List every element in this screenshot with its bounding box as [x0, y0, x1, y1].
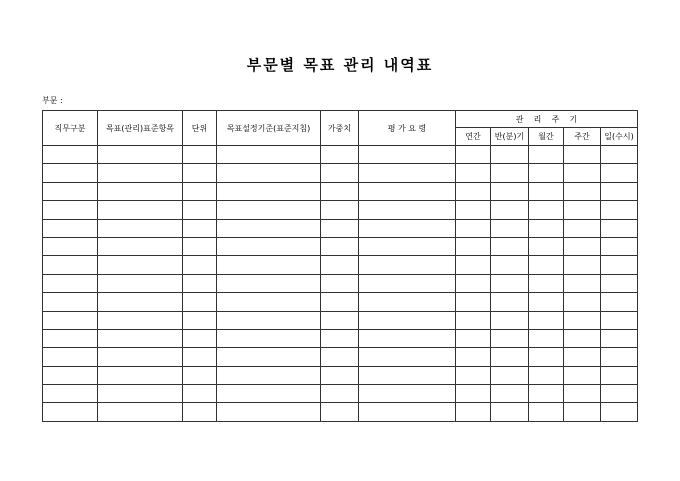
table-cell[interactable]	[359, 146, 456, 164]
table-cell[interactable]	[43, 164, 98, 182]
table-cell[interactable]	[98, 164, 183, 182]
table-cell[interactable]	[183, 274, 217, 292]
header-item: 목표(관리)표준항목	[98, 111, 183, 146]
table-cell[interactable]	[491, 182, 529, 200]
table-cell[interactable]	[601, 403, 638, 421]
table-cell[interactable]	[456, 311, 491, 329]
table-cell[interactable]	[183, 219, 217, 237]
table-cell[interactable]	[359, 219, 456, 237]
table-cell[interactable]	[564, 164, 601, 182]
table-cell[interactable]	[43, 348, 98, 366]
table-cell[interactable]	[529, 329, 564, 347]
table-cell[interactable]	[43, 274, 98, 292]
table-cell[interactable]	[217, 201, 321, 219]
table-cell[interactable]	[601, 329, 638, 347]
table-cell[interactable]	[217, 274, 321, 292]
table-cell[interactable]	[491, 403, 529, 421]
table-cell[interactable]	[456, 237, 491, 255]
table-cell[interactable]	[183, 201, 217, 219]
table-cell[interactable]	[43, 329, 98, 347]
table-cell[interactable]	[98, 201, 183, 219]
table-cell[interactable]	[43, 403, 98, 421]
header-cycle: 관 리 주 기	[456, 111, 638, 128]
table-cell[interactable]	[564, 385, 601, 403]
table-cell[interactable]	[217, 219, 321, 237]
table-cell[interactable]	[183, 293, 217, 311]
table-cell[interactable]	[98, 293, 183, 311]
table-cell[interactable]	[564, 274, 601, 292]
table-cell[interactable]	[491, 274, 529, 292]
table-cell[interactable]	[564, 348, 601, 366]
table-cell[interactable]	[491, 256, 529, 274]
subheader-weekly: 주간	[564, 128, 601, 146]
table-cell[interactable]	[359, 201, 456, 219]
table-cell[interactable]	[601, 237, 638, 255]
table-row	[43, 311, 638, 329]
table-cell[interactable]	[529, 385, 564, 403]
table-cell[interactable]	[183, 237, 217, 255]
table-cell[interactable]	[529, 201, 564, 219]
table-cell[interactable]	[217, 164, 321, 182]
subheader-monthly: 월간	[529, 128, 564, 146]
subheader-daily: 일(수시)	[601, 128, 638, 146]
table-cell[interactable]	[43, 182, 98, 200]
table-cell[interactable]	[321, 403, 359, 421]
table-cell[interactable]	[321, 201, 359, 219]
table-cell[interactable]	[601, 146, 638, 164]
table-cell[interactable]	[491, 311, 529, 329]
table-cell[interactable]	[564, 219, 601, 237]
table-row	[43, 201, 638, 219]
table-cell[interactable]	[98, 311, 183, 329]
table-cell[interactable]	[491, 293, 529, 311]
table-cell[interactable]	[491, 164, 529, 182]
table-row	[43, 182, 638, 200]
table-cell[interactable]	[359, 385, 456, 403]
table-cell[interactable]	[529, 366, 564, 384]
goal-management-table	[42, 110, 638, 422]
table-cell[interactable]	[98, 348, 183, 366]
subheader-half-quarter: 반(분)기	[491, 128, 529, 146]
header-weight: 가중치	[321, 111, 359, 146]
table-cell[interactable]	[43, 219, 98, 237]
table-body	[43, 146, 638, 422]
table-cell[interactable]	[529, 146, 564, 164]
table-cell[interactable]	[321, 311, 359, 329]
table-cell[interactable]	[529, 348, 564, 366]
table-cell[interactable]	[491, 201, 529, 219]
subheader-annual: 연간	[456, 128, 491, 146]
table-row	[43, 366, 638, 384]
table-cell[interactable]	[359, 256, 456, 274]
table-cell[interactable]	[564, 182, 601, 200]
department-label: 부문 :	[42, 96, 63, 105]
table-row	[43, 237, 638, 255]
table-cell[interactable]	[321, 385, 359, 403]
table-cell[interactable]	[217, 366, 321, 384]
table-cell[interactable]	[456, 329, 491, 347]
header-evaluation: 평 가 요 령	[359, 111, 456, 146]
table-cell[interactable]	[183, 311, 217, 329]
table-cell[interactable]	[456, 385, 491, 403]
table-cell[interactable]	[98, 366, 183, 384]
table-cell[interactable]	[564, 403, 601, 421]
table-cell[interactable]	[43, 201, 98, 219]
table-cell[interactable]	[321, 293, 359, 311]
table-cell[interactable]	[183, 403, 217, 421]
table-cell[interactable]	[601, 311, 638, 329]
table-cell[interactable]	[217, 311, 321, 329]
table-cell[interactable]	[359, 348, 456, 366]
table-row	[43, 403, 638, 421]
table-cell[interactable]	[321, 164, 359, 182]
table-cell[interactable]	[456, 274, 491, 292]
table-cell[interactable]	[491, 366, 529, 384]
table-cell[interactable]	[529, 293, 564, 311]
table-cell[interactable]	[98, 256, 183, 274]
table-cell[interactable]	[529, 182, 564, 200]
table-cell[interactable]	[98, 403, 183, 421]
table-cell[interactable]	[43, 311, 98, 329]
table-cell[interactable]	[601, 164, 638, 182]
table-cell[interactable]	[529, 164, 564, 182]
table-cell[interactable]	[359, 311, 456, 329]
table-cell[interactable]	[43, 256, 98, 274]
table-cell[interactable]	[456, 256, 491, 274]
table-cell[interactable]	[359, 293, 456, 311]
table-cell[interactable]	[98, 237, 183, 255]
table-cell[interactable]	[183, 348, 217, 366]
table-cell[interactable]	[321, 329, 359, 347]
table-cell[interactable]	[183, 182, 217, 200]
table-cell[interactable]	[217, 385, 321, 403]
table-cell[interactable]	[321, 256, 359, 274]
table-cell[interactable]	[601, 219, 638, 237]
table-row	[43, 385, 638, 403]
table-cell[interactable]	[359, 274, 456, 292]
table-cell[interactable]	[43, 146, 98, 164]
table-cell[interactable]	[183, 329, 217, 347]
table-cell[interactable]	[359, 237, 456, 255]
table-cell[interactable]	[564, 237, 601, 255]
table-cell[interactable]	[529, 219, 564, 237]
table-cell[interactable]	[321, 348, 359, 366]
table-cell[interactable]	[321, 237, 359, 255]
table-cell[interactable]	[529, 237, 564, 255]
table-cell[interactable]	[183, 366, 217, 384]
table-cell[interactable]	[321, 366, 359, 384]
table-cell[interactable]	[359, 366, 456, 384]
table-cell[interactable]	[43, 385, 98, 403]
table-cell[interactable]	[491, 146, 529, 164]
table-cell[interactable]	[601, 385, 638, 403]
table-cell[interactable]	[98, 146, 183, 164]
table-cell[interactable]	[456, 182, 491, 200]
table-cell[interactable]	[456, 164, 491, 182]
table-cell[interactable]	[98, 385, 183, 403]
table-cell[interactable]	[183, 385, 217, 403]
table-cell[interactable]	[43, 366, 98, 384]
table-cell[interactable]	[456, 348, 491, 366]
table-cell[interactable]	[217, 237, 321, 255]
table-cell[interactable]	[491, 385, 529, 403]
table-cell[interactable]	[359, 403, 456, 421]
table-row	[43, 146, 638, 164]
table-cell[interactable]	[601, 366, 638, 384]
table-cell[interactable]	[456, 219, 491, 237]
table-cell[interactable]	[491, 329, 529, 347]
table-cell[interactable]	[564, 366, 601, 384]
document-title: 부문별 목표 관리 내역표	[246, 56, 434, 74]
table-cell[interactable]	[217, 182, 321, 200]
table-cell[interactable]	[529, 256, 564, 274]
table-cell[interactable]	[601, 256, 638, 274]
table-cell[interactable]	[456, 293, 491, 311]
table-cell[interactable]	[456, 366, 491, 384]
header-unit: 단위	[183, 111, 217, 146]
table-cell[interactable]	[43, 237, 98, 255]
table-cell[interactable]	[217, 329, 321, 347]
table-cell[interactable]	[321, 274, 359, 292]
table-row	[43, 256, 638, 274]
table-cell[interactable]	[564, 201, 601, 219]
table-row	[43, 329, 638, 347]
table-cell[interactable]	[183, 164, 217, 182]
table-cell[interactable]	[601, 182, 638, 200]
table-cell[interactable]	[456, 403, 491, 421]
table-cell[interactable]	[601, 274, 638, 292]
table-cell[interactable]	[321, 146, 359, 164]
table-cell[interactable]	[43, 293, 98, 311]
table-cell[interactable]	[601, 201, 638, 219]
table-cell[interactable]	[564, 293, 601, 311]
table-row	[43, 293, 638, 311]
table-cell[interactable]	[98, 329, 183, 347]
table-cell[interactable]	[601, 348, 638, 366]
table-cell[interactable]	[98, 219, 183, 237]
table-cell[interactable]	[98, 274, 183, 292]
table-cell[interactable]	[359, 329, 456, 347]
table-cell[interactable]	[564, 256, 601, 274]
table-cell[interactable]	[359, 182, 456, 200]
table-cell[interactable]	[491, 219, 529, 237]
table-cell[interactable]	[456, 146, 491, 164]
table-cell[interactable]	[529, 274, 564, 292]
table-cell[interactable]	[183, 146, 217, 164]
table-cell[interactable]	[564, 311, 601, 329]
table-cell[interactable]	[183, 256, 217, 274]
table-cell[interactable]	[491, 237, 529, 255]
header-job: 직무구분	[43, 111, 98, 146]
table-cell[interactable]	[321, 182, 359, 200]
table-cell[interactable]	[98, 182, 183, 200]
table-cell[interactable]	[321, 219, 359, 237]
table-row	[43, 219, 638, 237]
table-cell[interactable]	[601, 293, 638, 311]
table-cell[interactable]	[217, 348, 321, 366]
table-cell[interactable]	[456, 201, 491, 219]
table-cell[interactable]	[217, 256, 321, 274]
table-cell[interactable]	[359, 164, 456, 182]
header-criteria: 목표설정기준(표준지침)	[217, 111, 321, 146]
table-row	[43, 164, 638, 182]
table-cell[interactable]	[529, 403, 564, 421]
table-cell[interactable]	[564, 329, 601, 347]
table-cell[interactable]	[529, 311, 564, 329]
table-row	[43, 348, 638, 366]
table-cell[interactable]	[564, 146, 601, 164]
table-cell[interactable]	[217, 146, 321, 164]
table-cell[interactable]	[217, 403, 321, 421]
table-cell[interactable]	[491, 348, 529, 366]
table-row	[43, 274, 638, 292]
table-cell[interactable]	[217, 293, 321, 311]
